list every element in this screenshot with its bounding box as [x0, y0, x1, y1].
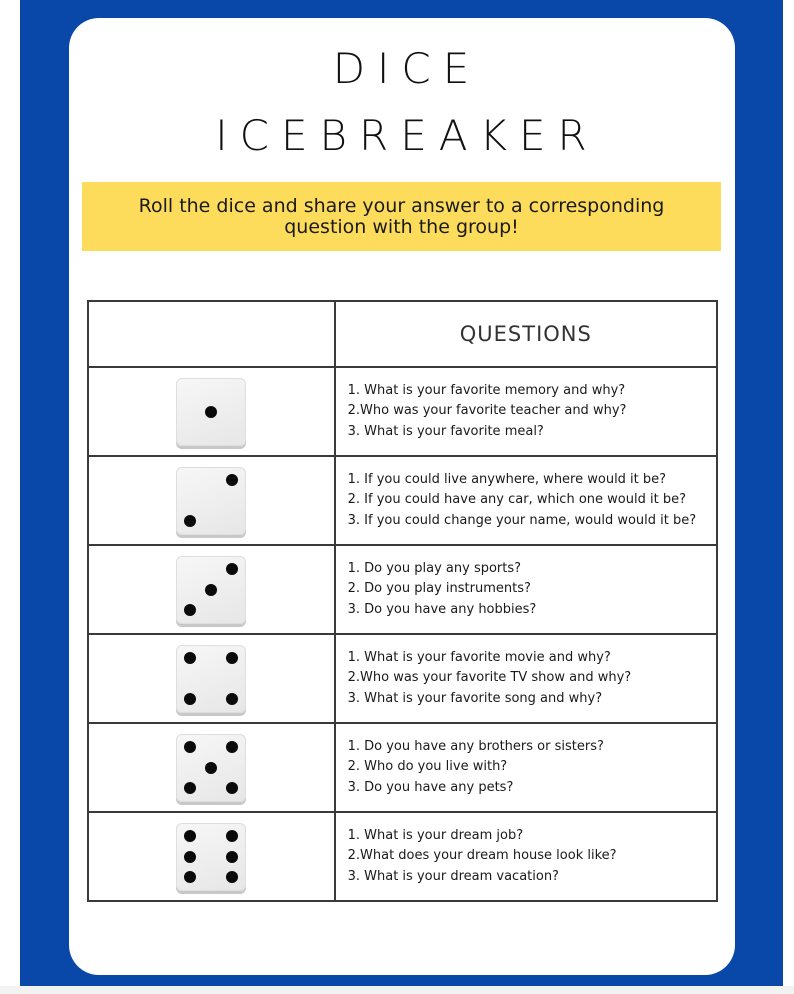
question-item: 2. Do you play instruments? — [347, 581, 531, 597]
question-item: 1. What is your favorite memory and why? — [347, 382, 626, 398]
instructions-text: Roll the dice and share your answer to a corresponding question with the group! — [138, 194, 665, 238]
table-row — [88, 723, 717, 812]
question-list — [348, 470, 716, 532]
questions-cell — [335, 545, 717, 634]
question-item: 3. Do you have any pets? — [347, 779, 514, 795]
table-row — [88, 634, 717, 723]
question-item: 2. Who do you live with? — [347, 759, 508, 775]
worksheet-card — [69, 18, 735, 975]
die-pip — [226, 693, 238, 705]
die-four-icon — [176, 645, 246, 713]
question-list — [348, 559, 716, 621]
table-row — [88, 545, 717, 634]
question-item: 1. What is your favorite movie and why? — [347, 649, 611, 665]
die-cell — [88, 456, 335, 545]
questions-cell — [335, 367, 717, 456]
die-cell — [88, 367, 335, 456]
question-list — [348, 737, 716, 799]
question-item: 1. Do you play any sports? — [347, 560, 522, 576]
table-row — [88, 367, 717, 456]
question-item: 3. If you could change your name, would would it be? — [347, 512, 697, 528]
die-pip — [205, 584, 217, 596]
table-row — [88, 456, 717, 545]
table-row — [88, 812, 717, 901]
die-pip — [226, 474, 238, 486]
question-item: 1. Do you have any brothers or sisters? — [347, 738, 604, 754]
question-item: 1. If you could live anywhere, where would it be? — [347, 471, 667, 487]
die-cell — [88, 634, 335, 723]
die-pip — [205, 762, 217, 774]
question-item: 3. What is your favorite song and why? — [347, 690, 603, 706]
questions-table — [87, 300, 718, 902]
die-cell — [88, 812, 335, 901]
header-die-cell — [88, 301, 335, 367]
die-pip — [226, 741, 238, 753]
question-item: 2.Who was your favorite teacher and why? — [347, 403, 627, 419]
instructions-banner — [82, 182, 721, 251]
die-three-icon — [176, 556, 246, 624]
question-item: 2.What does your dream house look like? — [347, 848, 617, 864]
die-pip — [184, 782, 196, 794]
header-questions-cell: QUESTIONS — [335, 301, 717, 367]
questions-cell — [335, 723, 717, 812]
die-pip — [226, 782, 238, 794]
questions-cell — [335, 634, 717, 723]
die-pip — [184, 693, 196, 705]
die-two-icon — [176, 467, 246, 535]
question-list — [348, 648, 716, 710]
die-pip — [226, 871, 238, 883]
die-pip — [184, 652, 196, 664]
question-item: 3. What is your dream vacation? — [347, 868, 559, 884]
question-item: 3. What is your favorite meal? — [347, 423, 544, 439]
question-item: 2. If you could have any car, which one would it be? — [347, 492, 686, 508]
die-pip — [184, 604, 196, 616]
die-cell — [88, 723, 335, 812]
die-pip — [184, 741, 196, 753]
table-header-row — [88, 301, 717, 367]
question-item: 3. Do you have any hobbies? — [347, 601, 537, 617]
die-pip — [226, 652, 238, 664]
title-line-2: ICEBREAKER — [215, 111, 599, 160]
die-pip — [226, 563, 238, 575]
die-pip — [226, 851, 238, 863]
die-pip — [184, 515, 196, 527]
die-pip — [205, 406, 217, 418]
die-five-icon — [176, 734, 246, 802]
die-pip — [184, 830, 196, 842]
title-line-1: DICE — [332, 44, 482, 93]
question-list — [348, 826, 716, 888]
die-cell — [88, 545, 335, 634]
die-pip — [184, 851, 196, 863]
questions-cell — [335, 812, 717, 901]
die-one-icon — [176, 378, 246, 446]
bottom-strip — [0, 986, 794, 994]
question-list — [348, 381, 716, 443]
die-pip — [184, 871, 196, 883]
die-six-icon — [176, 823, 246, 891]
question-item: 2.Who was your favorite TV show and why? — [347, 670, 632, 686]
question-item: 1. What is your dream job? — [347, 827, 524, 843]
questions-cell — [335, 456, 717, 545]
die-pip — [226, 830, 238, 842]
